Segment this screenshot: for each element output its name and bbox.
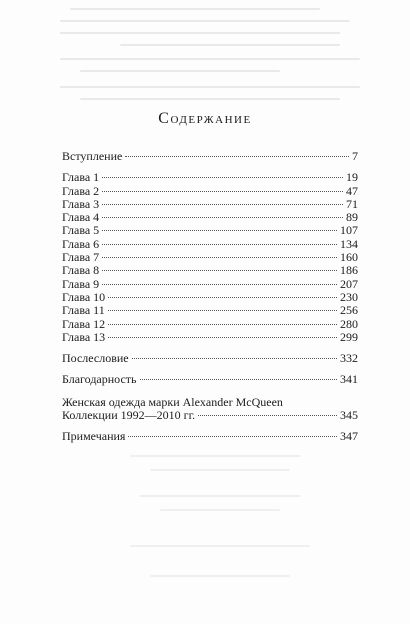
toc-entry-label: Глава 5 [62, 223, 100, 238]
toc-entry-chapter-13[interactable] [62, 331, 358, 344]
toc-entry-notes[interactable] [62, 430, 358, 443]
page-title: Содержание [158, 110, 252, 127]
dot-leader [102, 230, 337, 231]
dot-leader [125, 156, 349, 157]
toc-entry-page: 256 [340, 303, 358, 318]
show-through-text-bottom [120, 455, 320, 595]
toc-entry-label: Послесловие [62, 351, 129, 366]
toc-entry-intro[interactable] [62, 150, 358, 163]
toc-entry-page: 186 [340, 263, 358, 278]
toc-entry-page: 7 [352, 149, 358, 163]
toc-entry-label: Глава 2 [62, 183, 100, 198]
toc-entry-chapter-4[interactable] [62, 211, 358, 224]
dot-leader [108, 310, 337, 311]
toc-entry-label: Вступление [62, 149, 123, 163]
toc-entry-page: 71 [346, 196, 358, 211]
dot-leader [102, 284, 337, 285]
toc-entry-label: Глава 3 [62, 196, 100, 211]
toc-entry-chapter-6[interactable] [62, 238, 358, 251]
toc-entry-page: 19 [346, 170, 358, 185]
dot-leader [128, 436, 337, 437]
toc-entry-collections[interactable] [62, 395, 358, 422]
toc-entry-chapter-7[interactable] [62, 251, 358, 264]
toc-entry-label: Глава 7 [62, 250, 100, 265]
toc-entry-page: 207 [340, 276, 358, 291]
toc-entry-label: Глава 12 [62, 316, 106, 331]
toc-entry-label: Глава 9 [62, 276, 100, 291]
toc-entry-chapter-5[interactable] [62, 224, 358, 237]
toc-entry-label: Глава 10 [62, 289, 106, 304]
dot-leader [108, 324, 337, 325]
show-through-text-top [0, 0, 410, 110]
dot-leader [102, 217, 343, 218]
toc-entry-page: 107 [340, 223, 358, 238]
toc-entry-label: Благодарность [62, 372, 137, 387]
dot-leader [132, 358, 337, 359]
toc-entry-label: Глава 8 [62, 263, 100, 278]
dot-leader [102, 177, 343, 178]
toc-entry-page: 280 [340, 316, 358, 331]
table-of-contents [62, 150, 358, 443]
toc-entry-chapter-9[interactable] [62, 278, 358, 291]
dot-leader [198, 415, 337, 416]
toc-entry-chapter-2[interactable] [62, 185, 358, 198]
toc-entry-label: Глава 11 [62, 303, 105, 318]
dot-leader [102, 204, 343, 205]
dot-leader [108, 337, 337, 338]
toc-entry-page: 47 [346, 183, 358, 198]
toc-entry-chapter-8[interactable] [62, 264, 358, 277]
toc-entry-label: Глава 4 [62, 210, 100, 225]
toc-entry-chapter-1[interactable] [62, 171, 358, 184]
dot-leader [102, 270, 337, 271]
toc-entry-label-line2: Коллекции 1992—2010 гг. [62, 407, 196, 422]
dot-leader [102, 244, 337, 245]
toc-entry-page: 89 [346, 210, 358, 225]
toc-entry-page: 347 [340, 429, 358, 444]
toc-entry-chapter-12[interactable] [62, 318, 358, 331]
toc-entry-label-line1: Женская одежда марки Alexander McQueen [62, 394, 283, 409]
toc-entry-page: 341 [340, 372, 358, 387]
toc-entry-label: Глава 6 [62, 236, 100, 251]
toc-entry-afterword[interactable] [62, 352, 358, 365]
toc-entry-page: 332 [340, 351, 358, 366]
toc-entry-label: Глава 1 [62, 170, 100, 185]
toc-entry-page: 299 [340, 329, 358, 344]
toc-entry-chapter-10[interactable] [62, 291, 358, 304]
dot-leader [102, 191, 343, 192]
toc-entry-page: 345 [340, 407, 358, 422]
dot-leader [108, 297, 337, 298]
toc-entry-label: Глава 13 [62, 329, 106, 344]
dot-leader [102, 257, 337, 258]
toc-entry-label: Примечания [62, 429, 126, 444]
dot-leader [140, 379, 337, 380]
toc-entry-page: 134 [340, 236, 358, 251]
toc-entry-chapter-3[interactable] [62, 198, 358, 211]
toc-entry-page: 230 [340, 289, 358, 304]
toc-entry-chapter-11[interactable] [62, 304, 358, 317]
toc-entry-collections-line2 [62, 409, 358, 422]
toc-entry-thanks[interactable] [62, 373, 358, 386]
toc-entry-page: 160 [340, 250, 358, 265]
